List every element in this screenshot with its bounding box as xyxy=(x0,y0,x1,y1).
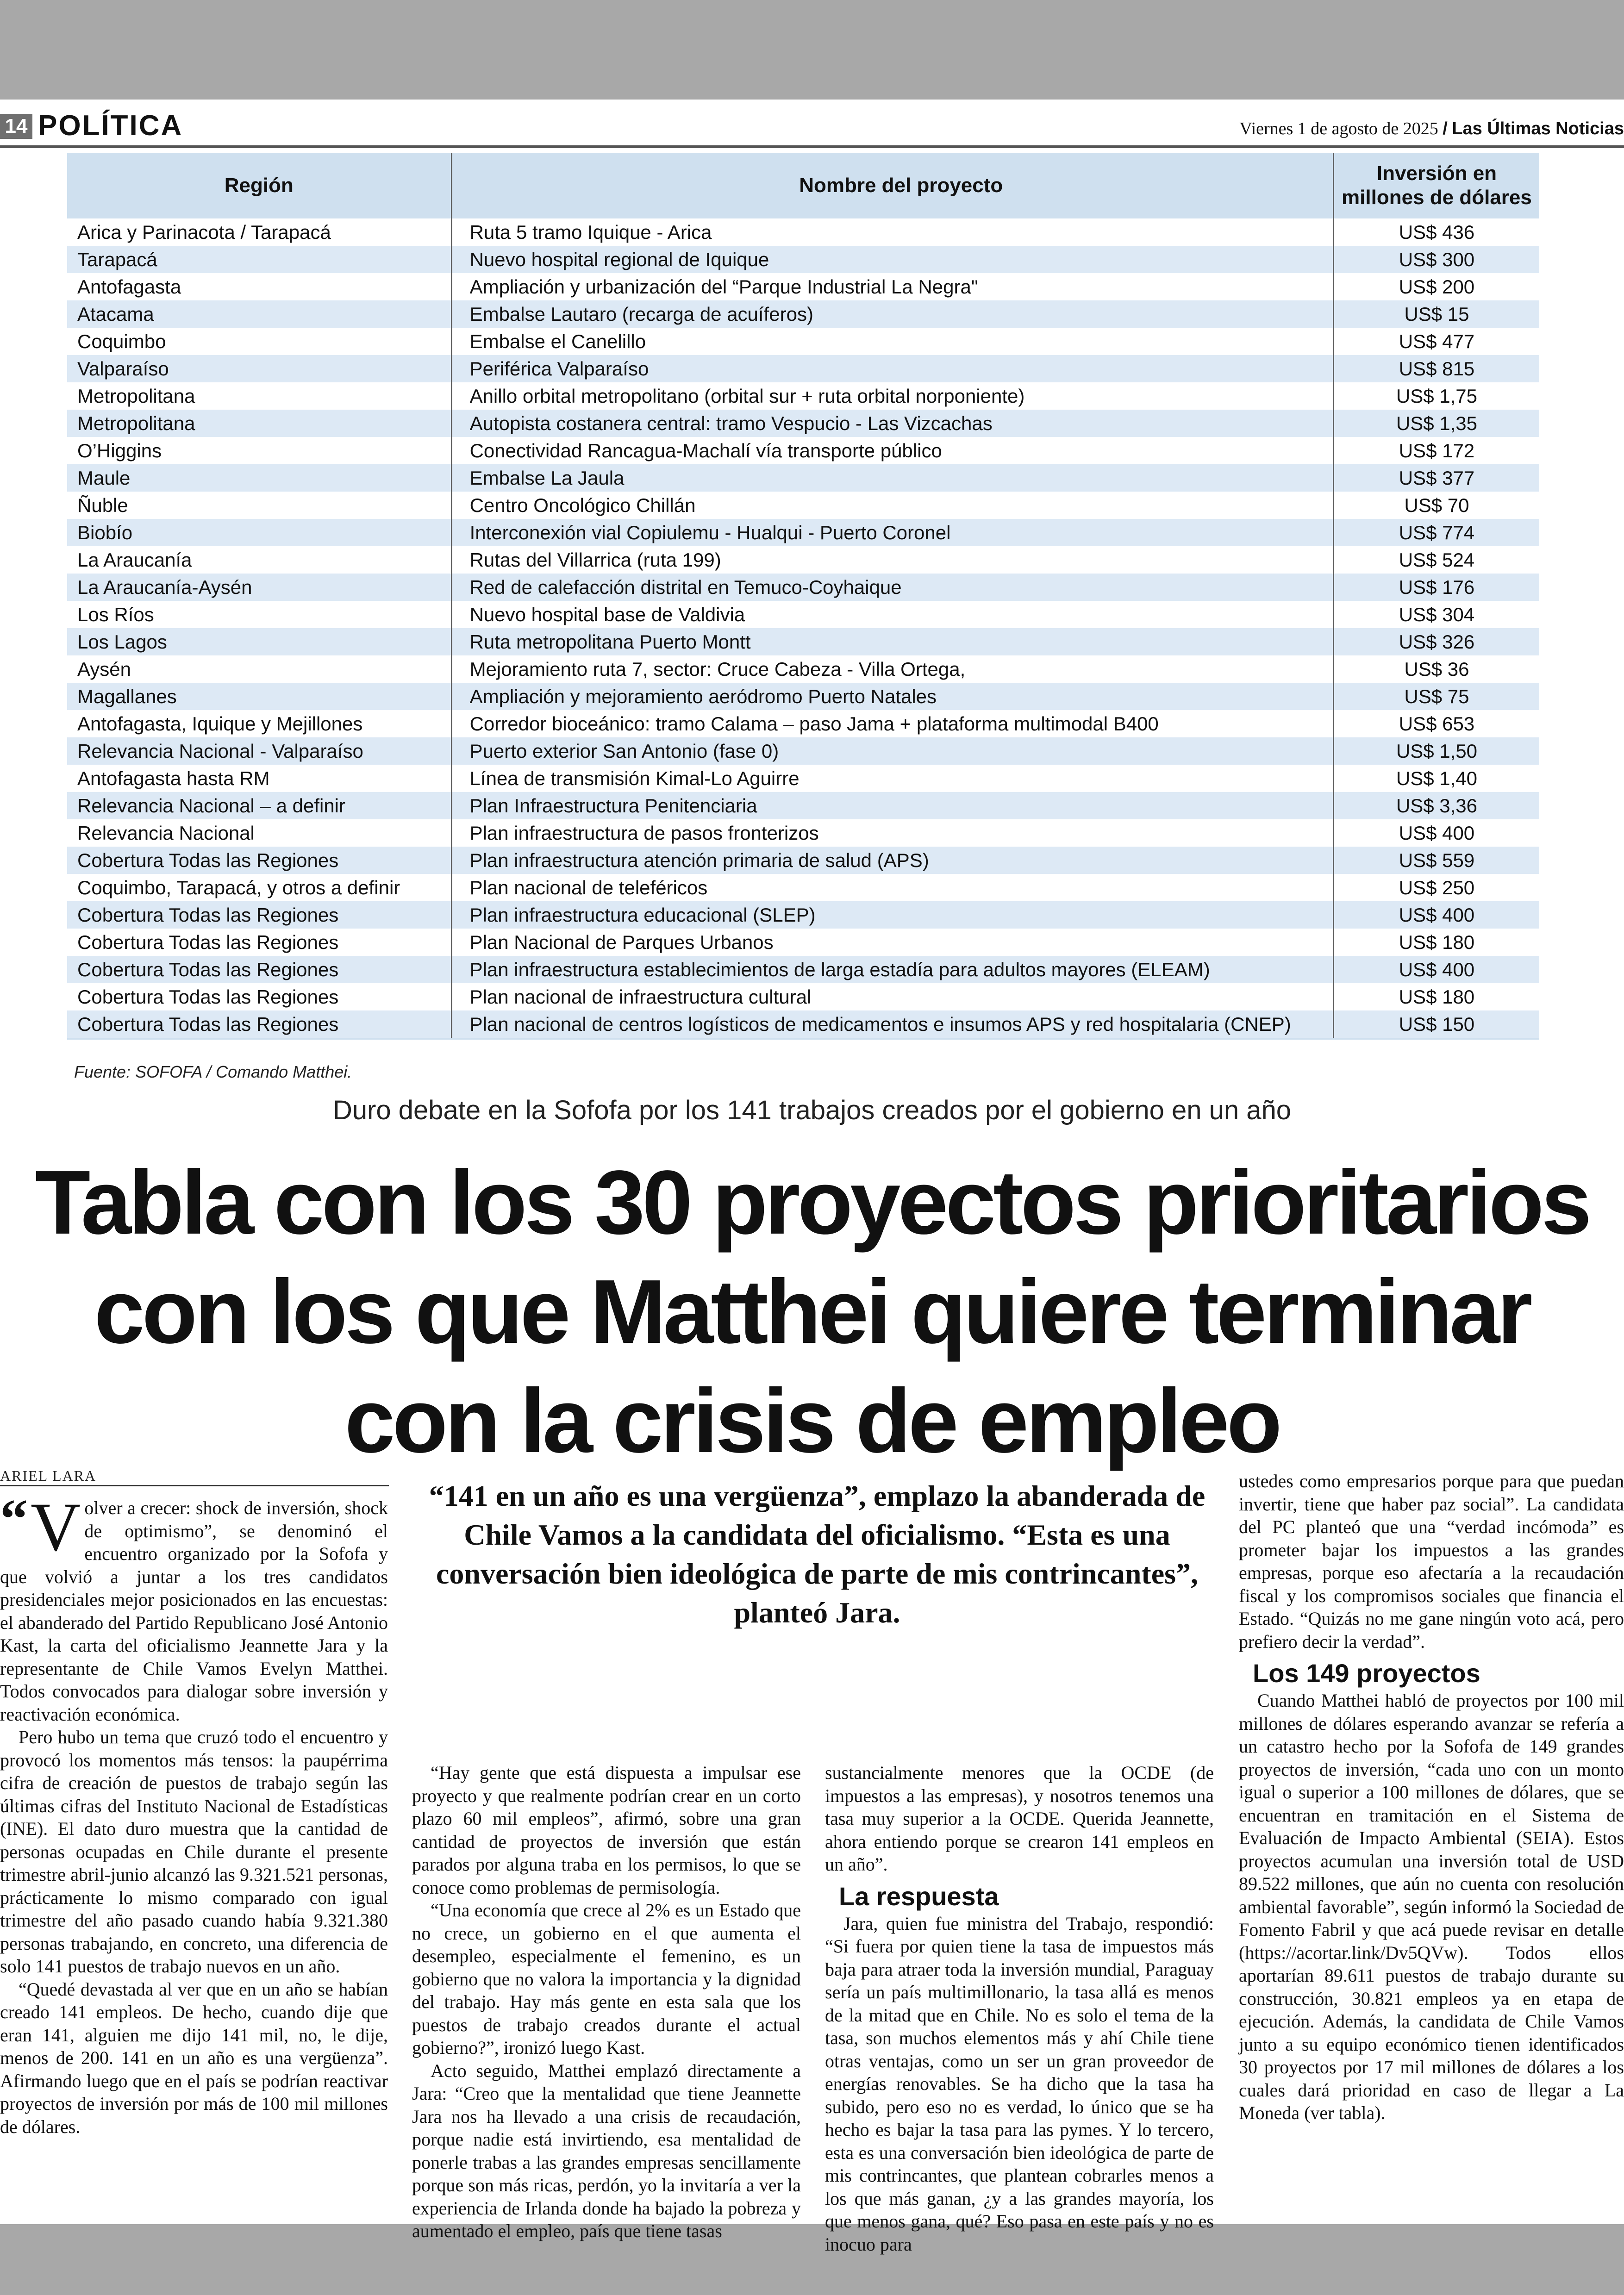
headline-line: con los que Matthei quiere terminar xyxy=(94,1261,1530,1362)
region-cell: Aysén xyxy=(67,655,451,683)
region-cell: Relevancia Nacional xyxy=(67,819,451,847)
table-row xyxy=(67,519,1539,546)
pull-quote: “141 en un año es una vergüenza”, emplazo la abanderada de Chile Vamos a la candidata del oficialismo. “Esta es una conversación bien ideológica de parte de mis contrincantes”, planteó Jara. xyxy=(429,1479,1206,1629)
table-row xyxy=(67,983,1539,1010)
table-row xyxy=(67,601,1539,628)
table-row xyxy=(67,765,1539,792)
table-row xyxy=(67,847,1539,874)
investment-cell: US$ 477 xyxy=(1333,328,1539,355)
region-cell: Arica y Parinacota / Tarapacá xyxy=(67,218,451,246)
project-cell: Embalse Lautaro (recarga de acuíferos) xyxy=(451,300,1333,328)
newspaper-page xyxy=(0,100,1624,2255)
page-header xyxy=(0,106,1624,142)
project-cell: Plan nacional de centros logísticos de medicamentos e insumos APS y red hospitalaria (CNEP) xyxy=(451,1010,1333,1038)
region-cell: Coquimbo, Tarapacá, y otros a definir xyxy=(67,874,451,901)
table-row xyxy=(67,382,1539,410)
table-source: Fuente: SOFOFA / Comando Matthei. xyxy=(74,1062,352,1081)
investment-cell: US$ 1,50 xyxy=(1333,737,1539,765)
article-column-3 xyxy=(825,1761,1214,2256)
region-cell: La Araucanía xyxy=(67,546,451,574)
project-cell: Centro Oncológico Chillán xyxy=(451,492,1333,519)
investment-cell: US$ 75 xyxy=(1333,683,1539,710)
drop-cap: V xyxy=(31,1489,81,1565)
paragraph: Jara, quien fue ministra del Trabajo, respondió: “Si fuera por quien tiene la tasa de impuestos más baja para atraer toda la inversión mundial, Paraguay sería un país multimillonario, la tasa allá es menos de la mitad que en Chile. No es solo el tema de la tasa, son muchos elementos más y ahí Chile tiene otras ventajas, como un ser un gran proveedor de energías renovables. Se ha dicho que la tasa ha subido, pero eso no es verdad, lo único que se ha hecho es bajar la tasa para las pymes. Y lo tercero, esta es una conversación bien ideológica de parte de mis contrincantes, que plantean cobrarles menos a los que más ganan, ¿y a las grandes mayoría, los que menos gana, qué? Eso pasa en este país y no es inocuo para xyxy=(825,1913,1214,2255)
region-cell: Antofagasta xyxy=(67,273,451,300)
region-cell: Cobertura Todas las Regiones xyxy=(67,901,451,929)
project-cell: Ruta metropolitana Puerto Montt xyxy=(451,628,1333,655)
region-cell: Relevancia Nacional - Valparaíso xyxy=(67,737,451,765)
investment-cell: US$ 400 xyxy=(1333,901,1539,929)
kicker: Duro debate en la Sofofa por los 141 trabajos creados por el gobierno en un año xyxy=(332,1095,1292,1125)
region-cell: Metropolitana xyxy=(67,410,451,437)
table-row xyxy=(67,300,1539,328)
subhead-los-149-proyectos: Los 149 proyectos xyxy=(1253,1659,1480,1688)
projects-table xyxy=(67,153,1539,1038)
table-body xyxy=(67,218,1539,1038)
table-bottom-rule xyxy=(67,1038,1539,1040)
region-cell: Magallanes xyxy=(67,683,451,710)
investment-cell: US$ 176 xyxy=(1333,574,1539,601)
investment-cell: US$ 304 xyxy=(1333,601,1539,628)
drop-quote: “ xyxy=(0,1488,28,1549)
table-row xyxy=(67,437,1539,464)
region-cell: Los Ríos xyxy=(67,601,451,628)
paragraph xyxy=(0,1488,388,1726)
investment-cell: US$ 377 xyxy=(1333,464,1539,492)
region-cell: Los Lagos xyxy=(67,628,451,655)
investment-cell: US$ 300 xyxy=(1333,246,1539,273)
project-cell: Plan infraestructura establecimientos de larga estadía para adultos mayores (ELEAM) xyxy=(451,956,1333,983)
paragraph-text: olver a crecer: shock de inversión, shock de optimismo”, se denominó el encuentro organizado por la Sofofa y que volvió a juntar a los tres candidatos presidenciales mejor posicionados en las encuestas: el abanderado del Partido Republicano José Antonio Kast, la carta del oficialismo Jeannette Jara y la representante de Chile Vamos Evelyn Matthei. Todos convocados para dialogar sobre inversión y reactivación económica. xyxy=(0,1497,388,1725)
table-row xyxy=(67,355,1539,382)
table-row xyxy=(67,328,1539,355)
project-cell: Plan Infraestructura Penitenciaria xyxy=(451,792,1333,819)
investment-cell: US$ 3,36 xyxy=(1333,792,1539,819)
investment-cell: US$ 150 xyxy=(1333,1010,1539,1038)
table-row xyxy=(67,929,1539,956)
projects-table-wrap xyxy=(67,153,1539,1040)
table-row xyxy=(67,273,1539,300)
region-cell: Antofagasta hasta RM xyxy=(67,765,451,792)
investment-cell: US$ 1,35 xyxy=(1333,410,1539,437)
project-cell: Mejoramiento ruta 7, sector: Cruce Cabeza - Villa Ortega, xyxy=(451,655,1333,683)
table-row xyxy=(67,874,1539,901)
paragraph: sustancialmente menores que la OCDE (de impuestos a las empresas), y nosotros tenemos una tasa muy superior a la OCDE. Querida Jeannette, ahora entiendo porque se crearon 141 empleos en un año”. xyxy=(825,1762,1214,1875)
region-cell: Metropolitana xyxy=(67,382,451,410)
investment-cell: US$ 524 xyxy=(1333,546,1539,574)
investment-cell: US$ 774 xyxy=(1333,519,1539,546)
dateline xyxy=(1239,118,1624,139)
investment-cell: US$ 815 xyxy=(1333,355,1539,382)
project-cell: Plan nacional de infraestructura cultural xyxy=(451,983,1333,1010)
region-cell: La Araucanía-Aysén xyxy=(67,574,451,601)
investment-cell: US$ 180 xyxy=(1333,983,1539,1010)
project-cell: Plan infraestructura de pasos fronterizos xyxy=(451,819,1333,847)
region-cell: Ñuble xyxy=(67,492,451,519)
investment-cell: US$ 326 xyxy=(1333,628,1539,655)
region-cell: Cobertura Todas las Regiones xyxy=(67,983,451,1010)
project-cell: Embalse La Jaula xyxy=(451,464,1333,492)
investment-cell: US$ 172 xyxy=(1333,437,1539,464)
investment-cell: US$ 180 xyxy=(1333,929,1539,956)
table-row xyxy=(67,901,1539,929)
table-row xyxy=(67,628,1539,655)
project-cell: Rutas del Villarrica (ruta 199) xyxy=(451,546,1333,574)
investment-cell: US$ 15 xyxy=(1333,300,1539,328)
project-cell: Ampliación y urbanización del “Parque Industrial La Negra" xyxy=(451,273,1333,300)
region-cell: Antofagasta, Iquique y Mejillones xyxy=(67,710,451,737)
table-row xyxy=(67,218,1539,246)
region-cell: Tarapacá xyxy=(67,246,451,273)
project-cell: Conectividad Rancagua-Machalí vía transporte público xyxy=(451,437,1333,464)
project-cell: Plan infraestructura educacional (SLEP) xyxy=(451,901,1333,929)
region-cell: Cobertura Todas las Regiones xyxy=(67,1010,451,1038)
article-column-2 xyxy=(412,1761,801,2243)
investment-cell: US$ 36 xyxy=(1333,655,1539,683)
project-cell: Autopista costanera central: tramo Vespucio - Las Vizcachas xyxy=(451,410,1333,437)
region-cell: Cobertura Todas las Regiones xyxy=(67,847,451,874)
paragraph: “Quedé devastada al ver que en un año se habían creado 141 empleos. De hecho, cuando dije que eran 141, alguien me dijo 141 mil, no, le dije, menos de 200. 141 en un año es una vergüenza”. Afirmando luego que en el país se podrían reactivar proyectos de inversión por más de 100 mil millones de dólares. xyxy=(0,1978,388,2137)
table-row xyxy=(67,710,1539,737)
article-column-4 xyxy=(1239,1470,1624,2125)
project-cell: Ruta 5 tramo Iquique - Arica xyxy=(451,218,1333,246)
paragraph: Cuando Matthei habló de proyectos por 100 mil millones de dólares esperando avanzar se refería a un catastro hecho por la Sofofa de 149 grandes proyectos de inversión, “cada uno con un monto igual o superior a 100 millones de dólares, que se encuentran en tramitación en el Sistema de Evaluación de Impacto Ambiental (SEIA). Estos proyectos acumulan una inversión total de USD 89.522 millones, que aún no cuenta con resolución ambiental favorable”, según informó la Sociedad de Fomento Fabril y que acá puede revisar en detalle (https://acortar.link/Dv5QVw). Todos ellos aportarían 89.611 puestos de trabajo durante su construcción, 30.821 empleos ya en etapa de ejecución. Además, la candidata de Chile Vamos junto a su equipo económico tienen identificados 30 proyectos por 17 mil millones de dólares a los cuales dará prioridad en caso de llegar a La Moneda (ver tabla). xyxy=(1239,1690,1624,2123)
region-cell: Coquimbo xyxy=(67,328,451,355)
table-row xyxy=(67,410,1539,437)
headline-line: con la crisis de empleo xyxy=(344,1370,1280,1472)
investment-cell: US$ 200 xyxy=(1333,273,1539,300)
investment-cell: US$ 70 xyxy=(1333,492,1539,519)
project-cell: Plan Nacional de Parques Urbanos xyxy=(451,929,1333,956)
header-region: Región xyxy=(67,153,451,218)
section-title: POLÍTICA xyxy=(38,110,183,142)
investment-cell: US$ 250 xyxy=(1333,874,1539,901)
table-row xyxy=(67,464,1539,492)
table-row xyxy=(67,956,1539,983)
paragraph: “Una economía que crece al 2% es un Estado que no crece, un gobierno en el que aumenta el desempleo, especialmente el femenino, es un gobierno que no valora la importancia y la dignidad del trabajo. Hay más gente en esta sala que los puestos de trabajo creados durante el actual gobierno?”, ironizó luego Kast. xyxy=(412,1900,801,2058)
page-number: 14 xyxy=(0,114,32,139)
project-cell: Nuevo hospital base de Valdivia xyxy=(451,601,1333,628)
project-cell: Ampliación y mejoramiento aeródromo Puerto Natales xyxy=(451,683,1333,710)
investment-cell: US$ 400 xyxy=(1333,819,1539,847)
table-row xyxy=(67,546,1539,574)
header-project: Nombre del proyecto xyxy=(451,153,1333,218)
investment-cell: US$ 653 xyxy=(1333,710,1539,737)
project-cell: Periférica Valparaíso xyxy=(451,355,1333,382)
table-row xyxy=(67,492,1539,519)
region-cell: Valparaíso xyxy=(67,355,451,382)
project-cell: Línea de transmisión Kimal-Lo Aguirre xyxy=(451,765,1333,792)
project-cell: Plan infraestructura atención primaria de salud (APS) xyxy=(451,847,1333,874)
headline xyxy=(0,1148,1624,1476)
paragraph: “Hay gente que está dispuesta a impulsar ese proyecto y que realmente podrían crear en un corto plazo 60 mil empleos”, afirmó, sobre una gran cantidad de proyectos de inversión que están parados por alguna traba en los permisos, lo que se conoce como problemas de permisología. xyxy=(412,1762,801,1898)
region-cell: Cobertura Todas las Regiones xyxy=(67,929,451,956)
header-rule xyxy=(0,145,1624,148)
project-cell: Plan nacional de teleféricos xyxy=(451,874,1333,901)
region-cell: Relevancia Nacional – a definir xyxy=(67,792,451,819)
table-row xyxy=(67,792,1539,819)
article-column-1 xyxy=(0,1488,388,2138)
region-cell: Cobertura Todas las Regiones xyxy=(67,956,451,983)
header-investment: Inversión en millones de dólares xyxy=(1333,153,1539,218)
publication-name: Las Últimas Noticias xyxy=(1452,119,1624,138)
region-cell: Biobío xyxy=(67,519,451,546)
table-row xyxy=(67,683,1539,710)
table-row xyxy=(67,1010,1539,1038)
project-cell: Red de calefacción distrital en Temuco-Coyhaique xyxy=(451,574,1333,601)
project-cell: Interconexión vial Copiulemu - Hualqui - Puerto Coronel xyxy=(451,519,1333,546)
project-cell: Anillo orbital metropolitano (orbital sur + ruta orbital norponiente) xyxy=(451,382,1333,410)
byline: ARIEL LARA xyxy=(0,1467,97,1484)
region-cell: O’Higgins xyxy=(67,437,451,464)
paragraph: Acto seguido, Matthei emplazó directamente a Jara: “Creo que la mentalidad que tiene Jeannette Jara nos ha llevado a una crisis de recaudación, porque nadie está invirtiendo, esa mentalidad de ponerle trabas a las grandes empresas sencillamente porque son más ricas, perdón, yo la invitaría a ver la experiencia de Irlanda donde ha bajado la pobreza y aumentado el empleo, país que tiene tasas xyxy=(412,2060,801,2241)
project-cell: Nuevo hospital regional de Iquique xyxy=(451,246,1333,273)
table-row xyxy=(67,574,1539,601)
table-row xyxy=(67,819,1539,847)
investment-cell: US$ 1,75 xyxy=(1333,382,1539,410)
dateline-separator: / xyxy=(1443,119,1448,138)
investment-cell: US$ 559 xyxy=(1333,847,1539,874)
table-row xyxy=(67,246,1539,273)
subhead-la-respuesta: La respuesta xyxy=(839,1881,999,1911)
byline-rule xyxy=(0,1485,389,1486)
issue-date: Viernes 1 de agosto de 2025 xyxy=(1239,119,1438,138)
table-row xyxy=(67,655,1539,683)
investment-cell: US$ 400 xyxy=(1333,956,1539,983)
project-cell: Corredor bioceánico: tramo Calama – paso Jama + plataforma multimodal B400 xyxy=(451,710,1333,737)
paragraph: Pero hubo un tema que cruzó todo el encuentro y provocó los momentos más tensos: la paupérrima cifra de creación de puestos de trabajo según las últimas cifras del Instituto Nacional de Estadísticas (INE). El dato duro muestra que la cantidad de personas ocupadas en Chile durante el presente trimestre abril-junio alcanzó las 9.321.521 personas, prácticamente lo mismo comparado con igual trimestre del año pasado cuando había 9.321.380 personas trabajando, en concreto, una diferencia de solo 141 puestos de trabajo nuevos en un año. xyxy=(0,1727,388,1977)
paragraph: ustedes como empresarios porque para que puedan invertir, tiene que haber paz social”. La candidata del PC planteó que una “verdad incómoda” es prometer bajar los impuestos a las grandes empresas, porque eso afectaría a la recaudación fiscal y los compromisos sociales que financia el Estado. “Quizás no me gane ningún voto acá, pero prefiero decir la verdad”. xyxy=(1239,1471,1624,1652)
headline-line: Tabla con los 30 proyectos prioritarios xyxy=(35,1152,1589,1253)
project-cell: Embalse el Canelillo xyxy=(451,328,1333,355)
table-header-row xyxy=(67,153,1539,218)
investment-cell: US$ 1,40 xyxy=(1333,765,1539,792)
investment-cell: US$ 436 xyxy=(1333,218,1539,246)
table-row xyxy=(67,737,1539,765)
project-cell: Puerto exterior San Antonio (fase 0) xyxy=(451,737,1333,765)
region-cell: Atacama xyxy=(67,300,451,328)
region-cell: Maule xyxy=(67,464,451,492)
